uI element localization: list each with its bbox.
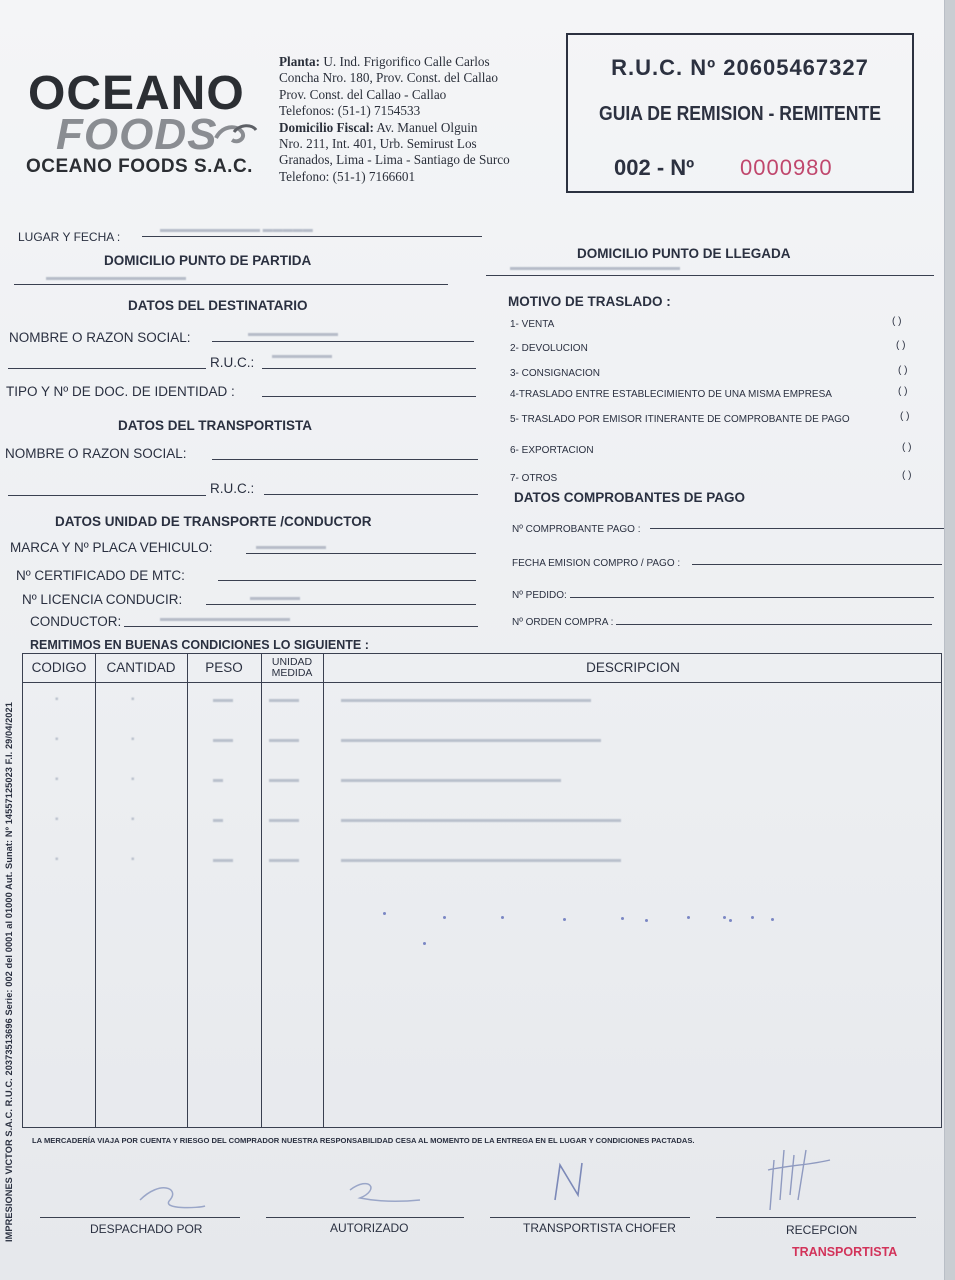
address-line <box>279 70 565 86</box>
faint-ink: ▪ <box>55 774 59 785</box>
faint-ink: ▬▬▬▬▬▬▬▬▬▬▬▬▬▬▬▬▬▬▬▬▬▬▬▬▬ <box>341 694 591 705</box>
faint-ink: ▪ <box>131 734 135 745</box>
motivo-title: MOTIVO DE TRASLADO : <box>508 294 671 309</box>
motivo-checkbox[interactable]: ( ) <box>898 365 908 376</box>
address-line-text: Av. Manuel Olguin <box>373 119 478 135</box>
conductor-line[interactable] <box>124 626 478 627</box>
sig-label-recepcion: RECEPCION <box>786 1223 858 1237</box>
lugar-fecha-line[interactable] <box>142 236 482 237</box>
comprobante-line[interactable] <box>650 528 944 529</box>
serie-label: 002 - Nº <box>614 155 695 180</box>
document-number: 0000980 <box>740 155 833 180</box>
faint-ink: ▪ <box>131 774 135 785</box>
conductor-label: CONDUCTOR: <box>30 614 122 629</box>
licencia-line[interactable] <box>206 604 476 605</box>
ruc-number: R.U.C. Nº 20605467327 <box>611 55 869 80</box>
col-peso: PESO <box>205 660 243 675</box>
sig-line-recepcion[interactable] <box>716 1217 916 1218</box>
razon-social-line[interactable] <box>212 341 474 342</box>
marca-placa-line[interactable] <box>246 553 476 554</box>
sig-label-despachado: DESPACHADO POR <box>90 1222 203 1236</box>
logo-swirl-icon <box>212 118 258 148</box>
tipo-doc-line[interactable] <box>262 396 476 397</box>
company-address <box>279 54 565 185</box>
motivo-item-label: 3- CONSIGNACION <box>510 368 601 379</box>
transportista-title: DATOS DEL TRANSPORTISTA <box>118 418 313 433</box>
lugar-fecha-label: LUGAR Y FECHA : <box>18 230 121 244</box>
motivo-checkbox[interactable]: ( ) <box>902 470 912 481</box>
faint-ink: ▬▬▬▬▬▬▬▬▬▬▬▬▬▬▬▬▬▬▬▬▬▬ <box>341 774 561 785</box>
faint-ink: ▪ <box>55 854 59 865</box>
faint-ink: ▬▬▬ <box>269 774 299 785</box>
faint-ink: ▪ <box>131 694 135 705</box>
transp-ruc-line[interactable] <box>264 494 478 495</box>
faint-ink: ▬▬▬ <box>269 814 299 825</box>
motivo-item-label: 6- EXPORTACION <box>510 445 594 456</box>
faint-ink: ▬▬▬▬▬▬▬▬▬▬▬▬▬▬▬▬▬▬▬▬▬▬▬▬▬▬▬▬ <box>341 854 621 865</box>
faint-ink: ▬▬▬ <box>269 694 299 705</box>
address-line <box>279 169 565 185</box>
motivo-item-label: 2- DEVOLUCION <box>510 343 588 354</box>
col-divider <box>95 654 96 1127</box>
address-line <box>279 87 565 103</box>
address-line <box>279 152 565 168</box>
ruc-label: R.U.C.: <box>210 355 255 370</box>
marca-placa-label: MARCA Y Nº PLACA VEHICULO: <box>10 540 213 555</box>
faint-ink: ▪ <box>131 814 135 825</box>
ruc-line[interactable] <box>262 368 476 369</box>
certificado-label: Nº CERTIFICADO DE MTC: <box>16 568 185 583</box>
signature-mark <box>330 1170 430 1220</box>
razon-social-label: NOMBRE O RAZON SOCIAL: <box>9 330 191 345</box>
address-line-text: Telefono: (51-1) 7166601 <box>279 168 416 184</box>
address-line <box>279 120 565 136</box>
address-line-text: Concha Nro. 180, Prov. Const. del Callao <box>279 70 498 86</box>
items-table <box>22 653 942 1128</box>
faint-ink: ▬▬▬▬▬▬▬▬▬ <box>248 328 338 339</box>
address-line-text: U. Ind. Frigorifico Calle Carlos <box>320 54 490 69</box>
footer-note: LA MERCADERÍA VIAJA POR CUENTA Y RIESGO DEL COMPRADOR NUESTRA RESPONSABILIDAD CESA AL MOMENTO DE LA ENTREGA EN EL LUGAR Y CONDICIONES PACTADAS. <box>32 1136 695 1145</box>
partida-line[interactable] <box>14 284 448 285</box>
address-line-text: Prov. Const. del Callao - Callao <box>279 86 447 102</box>
address-line <box>279 54 565 70</box>
col-divider <box>323 654 324 1127</box>
motivo-checkbox[interactable]: ( ) <box>900 411 910 422</box>
fecha-emision-label: FECHA EMISION COMPRO / PAGO : <box>512 558 681 569</box>
comprobante-label: Nº COMPROBANTE PAGO : <box>512 524 641 535</box>
faint-ink: ▪ <box>55 814 59 825</box>
fecha-emision-line[interactable] <box>692 564 942 565</box>
faint-ink: ▬ <box>213 774 223 785</box>
faint-ink: ▪ <box>55 694 59 705</box>
ruc-box <box>566 33 914 193</box>
faint-ink: ▬▬ <box>213 694 233 705</box>
faint-ink: ▬▬▬▬▬▬▬▬▬▬▬▬▬ <box>160 613 290 624</box>
transp-ruc-prefix-line <box>8 495 206 496</box>
faint-ink: ▬▬ <box>213 854 233 865</box>
llegada-line[interactable] <box>486 275 934 276</box>
col-divider <box>261 654 262 1127</box>
address-line-label: Domicilio Fiscal: <box>279 119 374 135</box>
address-line-text: Granados, Lima - Lima - Santiago de Surco <box>279 152 510 168</box>
faint-ink: ▬▬▬▬▬▬ <box>272 350 332 361</box>
col-codigo: CODIGO <box>31 660 87 675</box>
transp-ruc-label: R.U.C.: <box>210 481 255 496</box>
ruc-prefix-line <box>8 368 206 369</box>
pedido-line[interactable] <box>570 597 934 598</box>
tipo-doc-label: TIPO Y Nº DE DOC. DE IDENTIDAD : <box>6 384 235 399</box>
licencia-label: Nº LICENCIA CONDUCIR: <box>22 592 183 607</box>
unidad-title: DATOS UNIDAD DE TRANSPORTE /CONDUCTOR <box>55 514 372 529</box>
faint-ink: ▪ <box>55 734 59 745</box>
printer-info: IMPRESIONES VICTOR S.A.C. R.U.C. 20373513696 Serie: 002 del 0001 al 01000 Aut. Sunat: Nº 14557125023 F.I. 29/04/2021 <box>4 702 14 1242</box>
faint-ink: ▪ <box>131 854 135 865</box>
faint-ink: ▬▬▬▬▬▬▬▬▬▬▬▬▬▬▬▬▬▬▬▬▬▬▬▬▬▬ <box>341 734 601 745</box>
pedido-label: Nº PEDIDO: <box>512 590 567 601</box>
company-name: OCEANO FOODS S.A.C. <box>26 156 253 177</box>
transp-razon-social-label: NOMBRE O RAZON SOCIAL: <box>5 446 187 461</box>
faint-ink: ▬▬▬▬▬▬▬ <box>256 541 326 552</box>
address-line-label: Planta: <box>279 54 321 69</box>
orden-compra-line[interactable] <box>616 624 932 625</box>
motivo-item-label: 1- VENTA <box>510 319 555 330</box>
faint-ink: ▬▬▬▬▬▬▬▬▬▬▬▬▬▬▬▬▬▬▬▬▬▬▬▬▬▬▬▬ <box>341 814 621 825</box>
sig-label-autorizado: AUTORIZADO <box>330 1221 409 1235</box>
comprobantes-title: DATOS COMPROBANTES DE PAGO <box>514 490 746 505</box>
sig-line-autorizado[interactable] <box>266 1217 464 1218</box>
address-line <box>279 103 565 119</box>
col-cantidad: CANTIDAD <box>106 660 176 675</box>
address-line-text: Nro. 211, Int. 401, Urb. Semirust Los <box>279 136 477 152</box>
col-divider <box>187 654 188 1127</box>
signature-mark <box>750 1140 840 1220</box>
motivo-item-label: 4-TRASLADO ENTRE ESTABLECIMIENTO DE UNA MISMA EMPRESA <box>510 389 832 400</box>
transp-razon-social-line[interactable] <box>212 459 478 460</box>
col-unidad-medida: UNIDAD MEDIDA <box>271 656 313 679</box>
certificado-line[interactable] <box>218 580 476 581</box>
address-line-text: Telefonos: (51-1) 7154533 <box>279 103 421 119</box>
llegada-title: DOMICILIO PUNTO DE LLEGADA <box>577 246 791 261</box>
destinatario-title: DATOS DEL DESTINATARIO <box>128 298 308 313</box>
faint-ink: ▬▬▬ <box>269 734 299 745</box>
sig-label-transportista: TRANSPORTISTA CHOFER <box>523 1221 676 1235</box>
table-heading: REMITIMOS EN BUENAS CONDICIONES LO SIGUIENTE : <box>30 638 369 652</box>
faint-ink: ▬▬▬▬▬▬▬▬▬▬▬▬▬▬ <box>46 272 186 283</box>
signature-mark <box>110 1170 210 1220</box>
motivo-checkbox[interactable]: ( ) <box>892 316 902 327</box>
partida-title: DOMICILIO PUNTO DE PARTIDA <box>104 253 312 268</box>
document-title: GUIA DE REMISION - REMITENTE <box>599 103 881 125</box>
motivo-item-label: 7- OTROS <box>510 473 558 484</box>
motivo-checkbox[interactable]: ( ) <box>896 340 906 351</box>
orden-compra-label: Nº ORDEN COMPRA : <box>512 617 614 628</box>
address-line <box>279 136 565 152</box>
sig-line-despachado[interactable] <box>40 1217 240 1218</box>
logo-oceano: OCEANO <box>28 67 245 120</box>
faint-ink: ▬▬ <box>213 734 233 745</box>
motivo-checkbox[interactable]: ( ) <box>898 386 908 397</box>
header-divider <box>23 682 941 683</box>
faint-ink: ▬ <box>213 814 223 825</box>
motivo-item-label: 5- TRASLADO POR EMISOR ITINERANTE DE COMPROBANTE DE PAGO <box>510 414 850 425</box>
logo-foods: FOODS <box>56 110 218 159</box>
copy-label: TRANSPORTISTA <box>792 1245 898 1259</box>
signature-mark <box>540 1155 620 1215</box>
faint-ink: ▬▬▬ <box>269 854 299 865</box>
sig-line-transportista[interactable] <box>490 1217 690 1218</box>
faint-ink: ▬▬▬▬▬ <box>250 592 300 603</box>
faint-ink: ▬▬▬▬▬▬▬▬▬▬ ▬▬▬▬▬ <box>160 224 313 235</box>
motivo-checkbox[interactable]: ( ) <box>902 442 912 453</box>
faint-ink: ▬▬▬▬▬▬▬▬▬▬▬▬▬▬▬▬▬ <box>510 262 680 273</box>
col-descripcion: DESCRIPCION <box>586 660 680 675</box>
